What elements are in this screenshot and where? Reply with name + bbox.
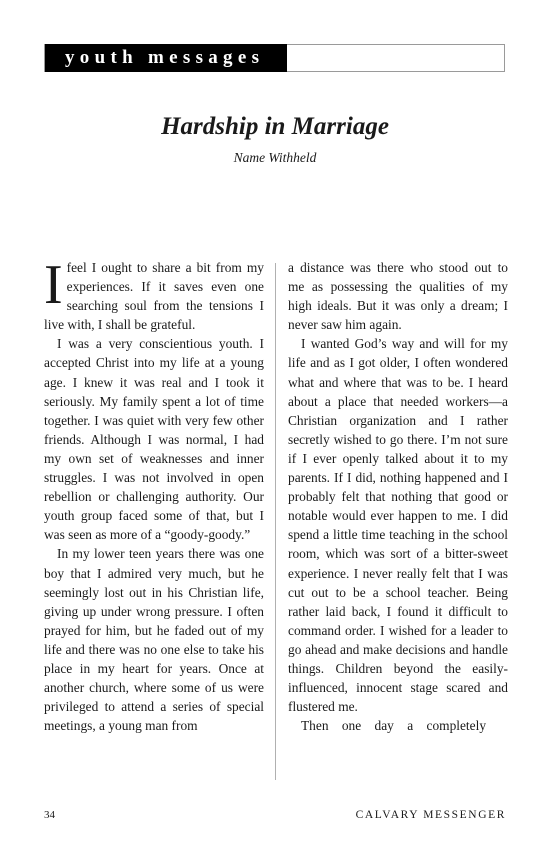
body-paragraph: In my lower teen years there was one boy that I admired very much, but he seemingly lost out in his Christian life, giving up under wrong pressure. I often prayed for him, but he faded out of my life and there was no one else to take his place in my heart for years. Once at another church, where some of us were privileged to attend a series of special meetings, a young man from: [44, 546, 264, 734]
article-byline: Name Withheld: [233, 150, 317, 165]
article-title: Hardship in Marriage: [161, 113, 389, 140]
section-banner: [44, 44, 505, 72]
right-column: [288, 258, 508, 735]
continued-paragraph: a distance was there who stood out to me as possessing the qualities of my high ideals. But it was only a dream; I never saw him again.: [288, 260, 508, 333]
first-paragraph-text: feel I ought to share a bit from my experiences. If it saves even one searching soul from the tensions I live with, I shall be grateful.: [44, 260, 264, 333]
drop-cap: I: [44, 254, 63, 316]
page-number: 34: [44, 809, 55, 821]
left-column: [44, 254, 264, 735]
publication-name: CALVARY MESSENGER: [355, 809, 506, 821]
column-divider: [275, 263, 276, 780]
body-paragraph: Then one day a completely: [301, 718, 487, 734]
section-label: youth messages: [45, 44, 287, 72]
first-paragraph: [44, 254, 264, 334]
body-paragraph: I was a very conscientious youth. I accepted Christ into my life at a young age. I knew it was real and I took it seriously. My family spent a lot of time together. I was quiet with very few other friends. Although I was normal, I had my own set of weaknesses and inner struggles. I was not involved in open rebellion or challenging authority. Our youth group faced some of that, but I was seen as more of a “goody-goody.”: [44, 336, 264, 543]
body-paragraph: I wanted God’s way and will for my life and as I got older, I often wondered what and where that was to be. I heard about a place that needed workers—a Christian organization and I rather secretly wished to go there. I’m not sure if I ever openly talked about it to my parents. If I did, nothing happened and I probably felt that nothing that good or notable would ever happen to me. I did spend a little time teaching in the school room, which was sort of a bitter-sweet experience. I never really felt that I was cut out to be a school teacher. Being rather laid back, I found it difficult to command order. I wished for a leader to go ahead and make decisions and handle things. Children beyond the easily-influenced, innocent stage scared and flustered me.: [288, 336, 508, 715]
